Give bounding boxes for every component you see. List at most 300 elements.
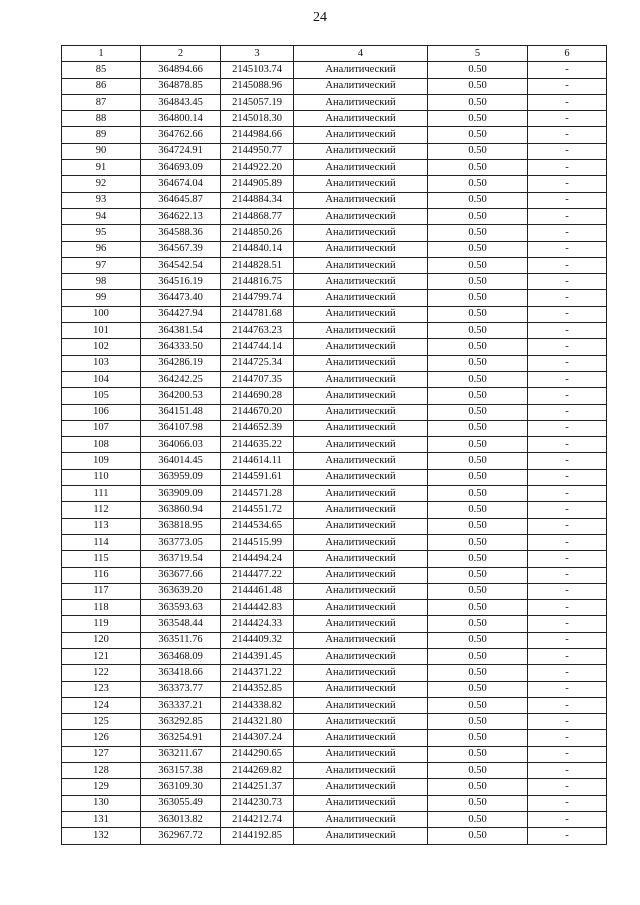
y-coordinate-cell: 2145018.30 bbox=[221, 111, 294, 127]
y-coordinate-cell: 2144635.22 bbox=[221, 437, 294, 453]
table-header bbox=[62, 46, 607, 62]
note-cell: - bbox=[528, 469, 607, 485]
y-coordinate-cell: 2144670.20 bbox=[221, 404, 294, 420]
point-number-cell: 91 bbox=[62, 160, 141, 176]
y-coordinate-cell: 2144230.73 bbox=[221, 795, 294, 811]
method-cell: Аналитический bbox=[294, 306, 428, 322]
y-coordinate-cell: 2144352.85 bbox=[221, 681, 294, 697]
accuracy-cell: 0.50 bbox=[428, 697, 528, 713]
note-cell: - bbox=[528, 534, 607, 550]
table-row bbox=[62, 208, 607, 224]
y-coordinate-cell: 2144269.82 bbox=[221, 763, 294, 779]
y-coordinate-cell: 2144371.22 bbox=[221, 665, 294, 681]
note-cell: - bbox=[528, 355, 607, 371]
accuracy-cell: 0.50 bbox=[428, 143, 528, 159]
y-coordinate-cell: 2144922.20 bbox=[221, 160, 294, 176]
x-coordinate-cell: 364200.53 bbox=[141, 388, 221, 404]
note-cell: - bbox=[528, 306, 607, 322]
point-number-cell: 128 bbox=[62, 763, 141, 779]
accuracy-cell: 0.50 bbox=[428, 518, 528, 534]
point-number-cell: 99 bbox=[62, 290, 141, 306]
accuracy-cell: 0.50 bbox=[428, 371, 528, 387]
y-coordinate-cell: 2144321.80 bbox=[221, 714, 294, 730]
point-number-cell: 113 bbox=[62, 518, 141, 534]
method-cell: Аналитический bbox=[294, 62, 428, 78]
point-number-cell: 86 bbox=[62, 78, 141, 94]
point-number-cell: 95 bbox=[62, 225, 141, 241]
header-cell-1: 1 bbox=[62, 46, 141, 62]
x-coordinate-cell: 363292.85 bbox=[141, 714, 221, 730]
note-cell: - bbox=[528, 616, 607, 632]
x-coordinate-cell: 364724.91 bbox=[141, 143, 221, 159]
point-number-cell: 92 bbox=[62, 176, 141, 192]
accuracy-cell: 0.50 bbox=[428, 795, 528, 811]
accuracy-cell: 0.50 bbox=[428, 257, 528, 273]
note-cell: - bbox=[528, 143, 607, 159]
y-coordinate-cell: 2144494.24 bbox=[221, 551, 294, 567]
note-cell: - bbox=[528, 208, 607, 224]
point-number-cell: 116 bbox=[62, 567, 141, 583]
method-cell: Аналитический bbox=[294, 437, 428, 453]
note-cell: - bbox=[528, 274, 607, 290]
accuracy-cell: 0.50 bbox=[428, 306, 528, 322]
point-number-cell: 119 bbox=[62, 616, 141, 632]
method-cell: Аналитический bbox=[294, 583, 428, 599]
table-body bbox=[62, 62, 607, 844]
accuracy-cell: 0.50 bbox=[428, 437, 528, 453]
x-coordinate-cell: 364645.87 bbox=[141, 192, 221, 208]
accuracy-cell: 0.50 bbox=[428, 632, 528, 648]
method-cell: Аналитический bbox=[294, 404, 428, 420]
note-cell: - bbox=[528, 779, 607, 795]
table-row bbox=[62, 371, 607, 387]
accuracy-cell: 0.50 bbox=[428, 127, 528, 143]
x-coordinate-cell: 364473.40 bbox=[141, 290, 221, 306]
table-row bbox=[62, 437, 607, 453]
note-cell: - bbox=[528, 192, 607, 208]
x-coordinate-cell: 363013.82 bbox=[141, 811, 221, 827]
x-coordinate-cell: 363773.05 bbox=[141, 534, 221, 550]
note-cell: - bbox=[528, 697, 607, 713]
table-row bbox=[62, 127, 607, 143]
accuracy-cell: 0.50 bbox=[428, 241, 528, 257]
accuracy-cell: 0.50 bbox=[428, 551, 528, 567]
table-row bbox=[62, 600, 607, 616]
note-cell: - bbox=[528, 795, 607, 811]
accuracy-cell: 0.50 bbox=[428, 323, 528, 339]
point-number-cell: 120 bbox=[62, 632, 141, 648]
y-coordinate-cell: 2144799.74 bbox=[221, 290, 294, 306]
method-cell: Аналитический bbox=[294, 795, 428, 811]
table-row bbox=[62, 697, 607, 713]
accuracy-cell: 0.50 bbox=[428, 420, 528, 436]
accuracy-cell: 0.50 bbox=[428, 534, 528, 550]
point-number-cell: 122 bbox=[62, 665, 141, 681]
x-coordinate-cell: 363337.21 bbox=[141, 697, 221, 713]
point-number-cell: 129 bbox=[62, 779, 141, 795]
method-cell: Аналитический bbox=[294, 534, 428, 550]
point-number-cell: 112 bbox=[62, 502, 141, 518]
table-row bbox=[62, 486, 607, 502]
header-cell-2: 2 bbox=[141, 46, 221, 62]
note-cell: - bbox=[528, 828, 607, 844]
method-cell: Аналитический bbox=[294, 192, 428, 208]
accuracy-cell: 0.50 bbox=[428, 208, 528, 224]
x-coordinate-cell: 364516.19 bbox=[141, 274, 221, 290]
x-coordinate-cell: 363860.94 bbox=[141, 502, 221, 518]
method-cell: Аналитический bbox=[294, 714, 428, 730]
x-coordinate-cell: 363109.30 bbox=[141, 779, 221, 795]
y-coordinate-cell: 2144290.65 bbox=[221, 746, 294, 762]
x-coordinate-cell: 364878.85 bbox=[141, 78, 221, 94]
table-row bbox=[62, 567, 607, 583]
point-number-cell: 96 bbox=[62, 241, 141, 257]
x-coordinate-cell: 364107.98 bbox=[141, 420, 221, 436]
method-cell: Аналитический bbox=[294, 518, 428, 534]
x-coordinate-cell: 364542.54 bbox=[141, 257, 221, 273]
accuracy-cell: 0.50 bbox=[428, 746, 528, 762]
note-cell: - bbox=[528, 176, 607, 192]
table-row bbox=[62, 469, 607, 485]
x-coordinate-cell: 363468.09 bbox=[141, 648, 221, 664]
accuracy-cell: 0.50 bbox=[428, 111, 528, 127]
x-coordinate-cell: 363677.66 bbox=[141, 567, 221, 583]
table-row bbox=[62, 160, 607, 176]
y-coordinate-cell: 2144905.89 bbox=[221, 176, 294, 192]
accuracy-cell: 0.50 bbox=[428, 779, 528, 795]
x-coordinate-cell: 363373.77 bbox=[141, 681, 221, 697]
y-coordinate-cell: 2144884.34 bbox=[221, 192, 294, 208]
point-number-cell: 97 bbox=[62, 257, 141, 273]
table-row bbox=[62, 795, 607, 811]
note-cell: - bbox=[528, 551, 607, 567]
x-coordinate-cell: 363548.44 bbox=[141, 616, 221, 632]
method-cell: Аналитический bbox=[294, 616, 428, 632]
point-number-cell: 93 bbox=[62, 192, 141, 208]
x-coordinate-cell: 364588.36 bbox=[141, 225, 221, 241]
note-cell: - bbox=[528, 632, 607, 648]
y-coordinate-cell: 2144251.37 bbox=[221, 779, 294, 795]
table-row bbox=[62, 225, 607, 241]
method-cell: Аналитический bbox=[294, 274, 428, 290]
x-coordinate-cell: 363593.63 bbox=[141, 600, 221, 616]
method-cell: Аналитический bbox=[294, 388, 428, 404]
note-cell: - bbox=[528, 225, 607, 241]
note-cell: - bbox=[528, 160, 607, 176]
x-coordinate-cell: 364800.14 bbox=[141, 111, 221, 127]
header-cell-5: 5 bbox=[428, 46, 528, 62]
y-coordinate-cell: 2144534.65 bbox=[221, 518, 294, 534]
table-row bbox=[62, 241, 607, 257]
point-number-cell: 123 bbox=[62, 681, 141, 697]
method-cell: Аналитический bbox=[294, 600, 428, 616]
table-row bbox=[62, 404, 607, 420]
accuracy-cell: 0.50 bbox=[428, 714, 528, 730]
y-coordinate-cell: 2145057.19 bbox=[221, 94, 294, 110]
method-cell: Аналитический bbox=[294, 665, 428, 681]
y-coordinate-cell: 2144571.28 bbox=[221, 486, 294, 502]
point-number-cell: 102 bbox=[62, 339, 141, 355]
x-coordinate-cell: 363418.66 bbox=[141, 665, 221, 681]
table-row bbox=[62, 274, 607, 290]
note-cell: - bbox=[528, 111, 607, 127]
method-cell: Аналитический bbox=[294, 502, 428, 518]
method-cell: Аналитический bbox=[294, 486, 428, 502]
point-number-cell: 106 bbox=[62, 404, 141, 420]
note-cell: - bbox=[528, 600, 607, 616]
accuracy-cell: 0.50 bbox=[428, 486, 528, 502]
accuracy-cell: 0.50 bbox=[428, 567, 528, 583]
table-row bbox=[62, 502, 607, 518]
accuracy-cell: 0.50 bbox=[428, 388, 528, 404]
note-cell: - bbox=[528, 323, 607, 339]
note-cell: - bbox=[528, 681, 607, 697]
y-coordinate-cell: 2144828.51 bbox=[221, 257, 294, 273]
point-number-cell: 121 bbox=[62, 648, 141, 664]
x-coordinate-cell: 364622.13 bbox=[141, 208, 221, 224]
method-cell: Аналитический bbox=[294, 339, 428, 355]
method-cell: Аналитический bbox=[294, 697, 428, 713]
method-cell: Аналитический bbox=[294, 746, 428, 762]
method-cell: Аналитический bbox=[294, 567, 428, 583]
y-coordinate-cell: 2144690.28 bbox=[221, 388, 294, 404]
y-coordinate-cell: 2144409.32 bbox=[221, 632, 294, 648]
note-cell: - bbox=[528, 420, 607, 436]
note-cell: - bbox=[528, 811, 607, 827]
accuracy-cell: 0.50 bbox=[428, 290, 528, 306]
point-number-cell: 125 bbox=[62, 714, 141, 730]
point-number-cell: 126 bbox=[62, 730, 141, 746]
note-cell: - bbox=[528, 78, 607, 94]
point-number-cell: 118 bbox=[62, 600, 141, 616]
accuracy-cell: 0.50 bbox=[428, 502, 528, 518]
accuracy-cell: 0.50 bbox=[428, 225, 528, 241]
point-number-cell: 115 bbox=[62, 551, 141, 567]
method-cell: Аналитический bbox=[294, 632, 428, 648]
x-coordinate-cell: 363511.76 bbox=[141, 632, 221, 648]
x-coordinate-cell: 363909.09 bbox=[141, 486, 221, 502]
table-row bbox=[62, 62, 607, 78]
x-coordinate-cell: 363211.67 bbox=[141, 746, 221, 762]
x-coordinate-cell: 364066.03 bbox=[141, 437, 221, 453]
x-coordinate-cell: 364381.54 bbox=[141, 323, 221, 339]
table-row bbox=[62, 420, 607, 436]
y-coordinate-cell: 2144212.74 bbox=[221, 811, 294, 827]
note-cell: - bbox=[528, 404, 607, 420]
x-coordinate-cell: 362967.72 bbox=[141, 828, 221, 844]
point-number-cell: 108 bbox=[62, 437, 141, 453]
note-cell: - bbox=[528, 127, 607, 143]
point-number-cell: 85 bbox=[62, 62, 141, 78]
point-number-cell: 114 bbox=[62, 534, 141, 550]
accuracy-cell: 0.50 bbox=[428, 828, 528, 844]
point-number-cell: 104 bbox=[62, 371, 141, 387]
note-cell: - bbox=[528, 290, 607, 306]
x-coordinate-cell: 364567.39 bbox=[141, 241, 221, 257]
method-cell: Аналитический bbox=[294, 225, 428, 241]
note-cell: - bbox=[528, 453, 607, 469]
accuracy-cell: 0.50 bbox=[428, 811, 528, 827]
accuracy-cell: 0.50 bbox=[428, 339, 528, 355]
y-coordinate-cell: 2145088.96 bbox=[221, 78, 294, 94]
point-number-cell: 101 bbox=[62, 323, 141, 339]
point-number-cell: 87 bbox=[62, 94, 141, 110]
y-coordinate-cell: 2144652.39 bbox=[221, 420, 294, 436]
note-cell: - bbox=[528, 567, 607, 583]
x-coordinate-cell: 364242.25 bbox=[141, 371, 221, 387]
note-cell: - bbox=[528, 94, 607, 110]
x-coordinate-cell: 363254.91 bbox=[141, 730, 221, 746]
x-coordinate-cell: 364286.19 bbox=[141, 355, 221, 371]
method-cell: Аналитический bbox=[294, 143, 428, 159]
point-number-cell: 111 bbox=[62, 486, 141, 502]
method-cell: Аналитический bbox=[294, 779, 428, 795]
point-number-cell: 100 bbox=[62, 306, 141, 322]
note-cell: - bbox=[528, 437, 607, 453]
method-cell: Аналитический bbox=[294, 323, 428, 339]
note-cell: - bbox=[528, 714, 607, 730]
page-number: 24 bbox=[313, 10, 327, 25]
accuracy-cell: 0.50 bbox=[428, 648, 528, 664]
table-row bbox=[62, 730, 607, 746]
note-cell: - bbox=[528, 518, 607, 534]
method-cell: Аналитический bbox=[294, 257, 428, 273]
method-cell: Аналитический bbox=[294, 290, 428, 306]
table-row bbox=[62, 632, 607, 648]
y-coordinate-cell: 2144192.85 bbox=[221, 828, 294, 844]
header-row bbox=[62, 46, 607, 62]
note-cell: - bbox=[528, 257, 607, 273]
method-cell: Аналитический bbox=[294, 811, 428, 827]
y-coordinate-cell: 2144477.22 bbox=[221, 567, 294, 583]
table-row bbox=[62, 388, 607, 404]
x-coordinate-cell: 364427.94 bbox=[141, 306, 221, 322]
point-number-cell: 88 bbox=[62, 111, 141, 127]
x-coordinate-cell: 364151.48 bbox=[141, 404, 221, 420]
coordinates-table bbox=[61, 45, 607, 845]
x-coordinate-cell: 363055.49 bbox=[141, 795, 221, 811]
note-cell: - bbox=[528, 62, 607, 78]
y-coordinate-cell: 2144614.11 bbox=[221, 453, 294, 469]
y-coordinate-cell: 2144551.72 bbox=[221, 502, 294, 518]
table-row bbox=[62, 534, 607, 550]
table-row bbox=[62, 78, 607, 94]
method-cell: Аналитический bbox=[294, 551, 428, 567]
accuracy-cell: 0.50 bbox=[428, 94, 528, 110]
table-row bbox=[62, 192, 607, 208]
y-coordinate-cell: 2144781.68 bbox=[221, 306, 294, 322]
accuracy-cell: 0.50 bbox=[428, 583, 528, 599]
point-number-cell: 109 bbox=[62, 453, 141, 469]
y-coordinate-cell: 2144391.45 bbox=[221, 648, 294, 664]
table-row bbox=[62, 551, 607, 567]
accuracy-cell: 0.50 bbox=[428, 274, 528, 290]
accuracy-cell: 0.50 bbox=[428, 192, 528, 208]
table-row bbox=[62, 290, 607, 306]
method-cell: Аналитический bbox=[294, 111, 428, 127]
note-cell: - bbox=[528, 339, 607, 355]
method-cell: Аналитический bbox=[294, 78, 428, 94]
table-row bbox=[62, 583, 607, 599]
x-coordinate-cell: 364014.45 bbox=[141, 453, 221, 469]
method-cell: Аналитический bbox=[294, 176, 428, 192]
table-row bbox=[62, 648, 607, 664]
method-cell: Аналитический bbox=[294, 730, 428, 746]
point-number-cell: 107 bbox=[62, 420, 141, 436]
table-row bbox=[62, 746, 607, 762]
header-cell-4: 4 bbox=[294, 46, 428, 62]
accuracy-cell: 0.50 bbox=[428, 681, 528, 697]
accuracy-cell: 0.50 bbox=[428, 469, 528, 485]
y-coordinate-cell: 2144984.66 bbox=[221, 127, 294, 143]
y-coordinate-cell: 2144763.23 bbox=[221, 323, 294, 339]
accuracy-cell: 0.50 bbox=[428, 160, 528, 176]
method-cell: Аналитический bbox=[294, 94, 428, 110]
header-cell-6: 6 bbox=[528, 46, 607, 62]
x-coordinate-cell: 363719.54 bbox=[141, 551, 221, 567]
table-row bbox=[62, 339, 607, 355]
method-cell: Аналитический bbox=[294, 160, 428, 176]
y-coordinate-cell: 2144424.33 bbox=[221, 616, 294, 632]
table-row bbox=[62, 176, 607, 192]
table-row bbox=[62, 453, 607, 469]
table-row bbox=[62, 257, 607, 273]
point-number-cell: 110 bbox=[62, 469, 141, 485]
table-row bbox=[62, 111, 607, 127]
y-coordinate-cell: 2144338.82 bbox=[221, 697, 294, 713]
method-cell: Аналитический bbox=[294, 371, 428, 387]
x-coordinate-cell: 364674.04 bbox=[141, 176, 221, 192]
y-coordinate-cell: 2144950.77 bbox=[221, 143, 294, 159]
point-number-cell: 94 bbox=[62, 208, 141, 224]
x-coordinate-cell: 364894.66 bbox=[141, 62, 221, 78]
accuracy-cell: 0.50 bbox=[428, 404, 528, 420]
point-number-cell: 130 bbox=[62, 795, 141, 811]
table-row bbox=[62, 779, 607, 795]
method-cell: Аналитический bbox=[294, 453, 428, 469]
accuracy-cell: 0.50 bbox=[428, 665, 528, 681]
accuracy-cell: 0.50 bbox=[428, 453, 528, 469]
y-coordinate-cell: 2144725.34 bbox=[221, 355, 294, 371]
point-number-cell: 89 bbox=[62, 127, 141, 143]
point-number-cell: 127 bbox=[62, 746, 141, 762]
y-coordinate-cell: 2144850.26 bbox=[221, 225, 294, 241]
method-cell: Аналитический bbox=[294, 828, 428, 844]
table-row bbox=[62, 714, 607, 730]
table-row bbox=[62, 665, 607, 681]
table-row bbox=[62, 143, 607, 159]
x-coordinate-cell: 364693.09 bbox=[141, 160, 221, 176]
point-number-cell: 98 bbox=[62, 274, 141, 290]
y-coordinate-cell: 2144442.83 bbox=[221, 600, 294, 616]
accuracy-cell: 0.50 bbox=[428, 355, 528, 371]
note-cell: - bbox=[528, 763, 607, 779]
note-cell: - bbox=[528, 730, 607, 746]
x-coordinate-cell: 363818.95 bbox=[141, 518, 221, 534]
x-coordinate-cell: 363959.09 bbox=[141, 469, 221, 485]
point-number-cell: 117 bbox=[62, 583, 141, 599]
method-cell: Аналитический bbox=[294, 681, 428, 697]
accuracy-cell: 0.50 bbox=[428, 730, 528, 746]
table-row bbox=[62, 355, 607, 371]
note-cell: - bbox=[528, 648, 607, 664]
y-coordinate-cell: 2144307.24 bbox=[221, 730, 294, 746]
method-cell: Аналитический bbox=[294, 420, 428, 436]
y-coordinate-cell: 2144840.14 bbox=[221, 241, 294, 257]
point-number-cell: 124 bbox=[62, 697, 141, 713]
note-cell: - bbox=[528, 371, 607, 387]
accuracy-cell: 0.50 bbox=[428, 600, 528, 616]
